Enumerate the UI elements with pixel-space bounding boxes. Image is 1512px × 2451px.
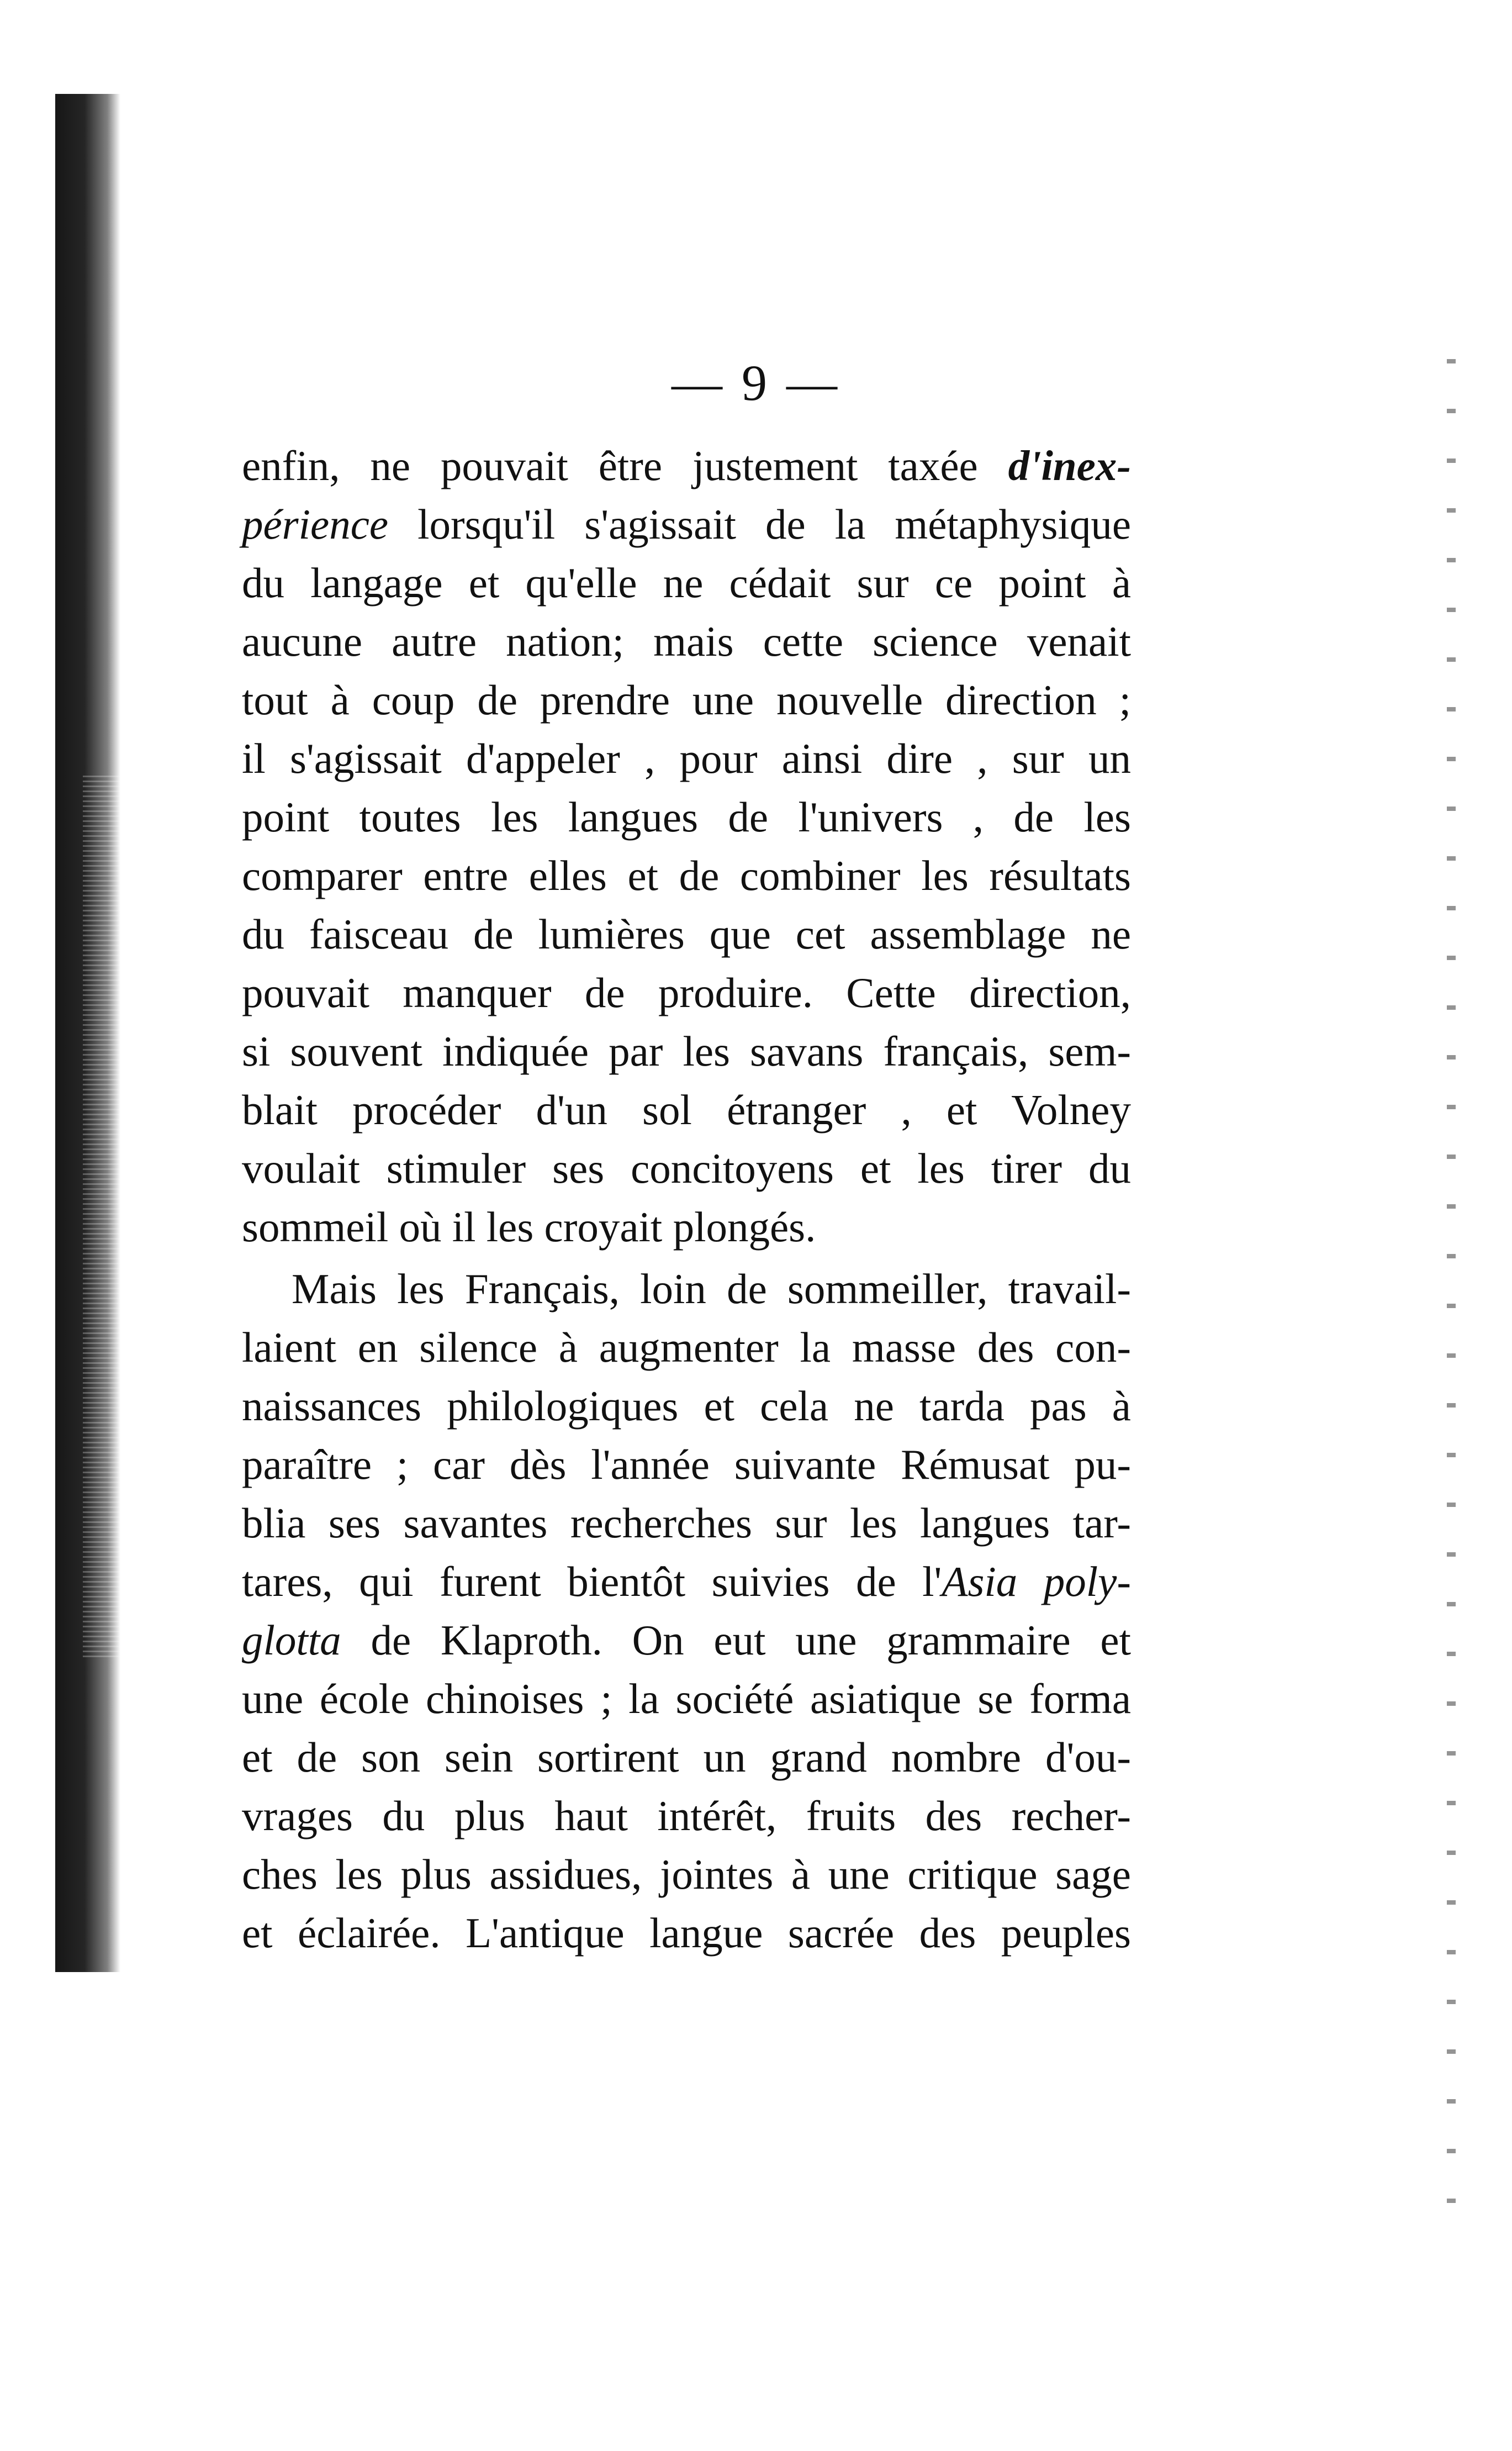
text-line (242, 1198, 1131, 1256)
paragraph (242, 436, 1131, 1256)
gutter-speckle (83, 773, 127, 1657)
text-line (242, 1022, 1131, 1080)
text-line (242, 1669, 1131, 1728)
line-text: si souvent indiquée par les savans français, sem- (242, 1027, 1131, 1075)
line-text: tout à coup de prendre une nouvelle direction ; (242, 676, 1131, 724)
line-text: pouvait manquer de produire. Cette direction, (242, 969, 1131, 1016)
text-line (242, 1552, 1131, 1611)
text-line (242, 963, 1131, 1022)
line-text: ches les plus assidues, jointes à une critique sage (242, 1851, 1131, 1898)
line-text: point toutes les langues de l'univers , de les (242, 793, 1131, 841)
text-line (242, 1139, 1131, 1198)
line-text: vrages du plus haut intérêt, fruits des recher- (242, 1792, 1131, 1839)
line-text: laient en silence à augmenter la masse des con- (242, 1324, 1131, 1371)
line-text: blait procéder d'un sol étranger , et Volney (242, 1086, 1131, 1134)
line-text: naissances philologiques et cela ne tarda pas à (242, 1382, 1131, 1430)
text-line (242, 1494, 1131, 1552)
line-text: Mais les Français, loin de sommeiller, travail- (292, 1265, 1131, 1313)
line-text: de Klaproth. On eut une grammaire et (341, 1616, 1131, 1664)
text-line (242, 788, 1131, 846)
line-text: paraître ; car dès l'année suivante Rémusat pu- (242, 1441, 1131, 1488)
line-text: du langage et qu'elle ne cédait sur ce point à (242, 559, 1131, 607)
line-text: comparer entre elles et de combiner les résultats (242, 852, 1131, 899)
text-line (242, 554, 1131, 612)
line-text: du faisceau de lumières que cet assemblage ne (242, 910, 1131, 958)
line-text: sommeil où il les croyait plongés. (242, 1203, 816, 1251)
line-text: et éclairée. L'antique langue sacrée des peuples (242, 1909, 1131, 1957)
italic-text: Asia poly- (942, 1558, 1131, 1605)
line-text: lorsqu'il s'agissait de la métaphysique (388, 500, 1131, 548)
line-text: aucune autre nation; mais cette science venait (242, 618, 1131, 665)
line-text: blia ses savantes recherches sur les langues tar- (242, 1499, 1131, 1547)
body-text (242, 436, 1131, 1962)
text-line (242, 905, 1131, 963)
text-line (242, 846, 1131, 905)
paragraph (242, 1259, 1131, 1962)
text-line (242, 1080, 1131, 1139)
text-line (242, 612, 1131, 671)
text-line (242, 1904, 1131, 1962)
italic-text: glotta (242, 1616, 341, 1664)
line-text: enfin, ne pouvait être justement taxée (242, 442, 1008, 489)
italic-text: périence (242, 500, 389, 548)
page-number: — 9 — (672, 355, 840, 411)
line-text: voulait stimuler ses concitoyens et les tirer du (242, 1145, 1131, 1192)
text-line (242, 1259, 1131, 1318)
text-line (242, 1786, 1131, 1845)
line-text: il s'agissait d'appeler , pour ainsi dire , sur un (242, 735, 1131, 782)
italic-text: d'inex- (1008, 442, 1131, 489)
line-text: tares, qui furent bientôt suivies de l' (242, 1558, 942, 1605)
line-text: et de son sein sortirent un grand nombre d'ou- (242, 1733, 1131, 1781)
text-line (242, 436, 1131, 495)
text-line (242, 1318, 1131, 1377)
text-line (242, 671, 1131, 729)
text-line (242, 1435, 1131, 1494)
text-line (242, 1611, 1131, 1669)
right-edge-marks (1447, 359, 1456, 2237)
text-line (242, 1377, 1131, 1435)
text-line (242, 1845, 1131, 1904)
text-line (242, 729, 1131, 788)
text-line (242, 1728, 1131, 1786)
text-line (242, 495, 1131, 554)
line-text: une école chinoises ; la société asiatique se forma (242, 1675, 1131, 1722)
